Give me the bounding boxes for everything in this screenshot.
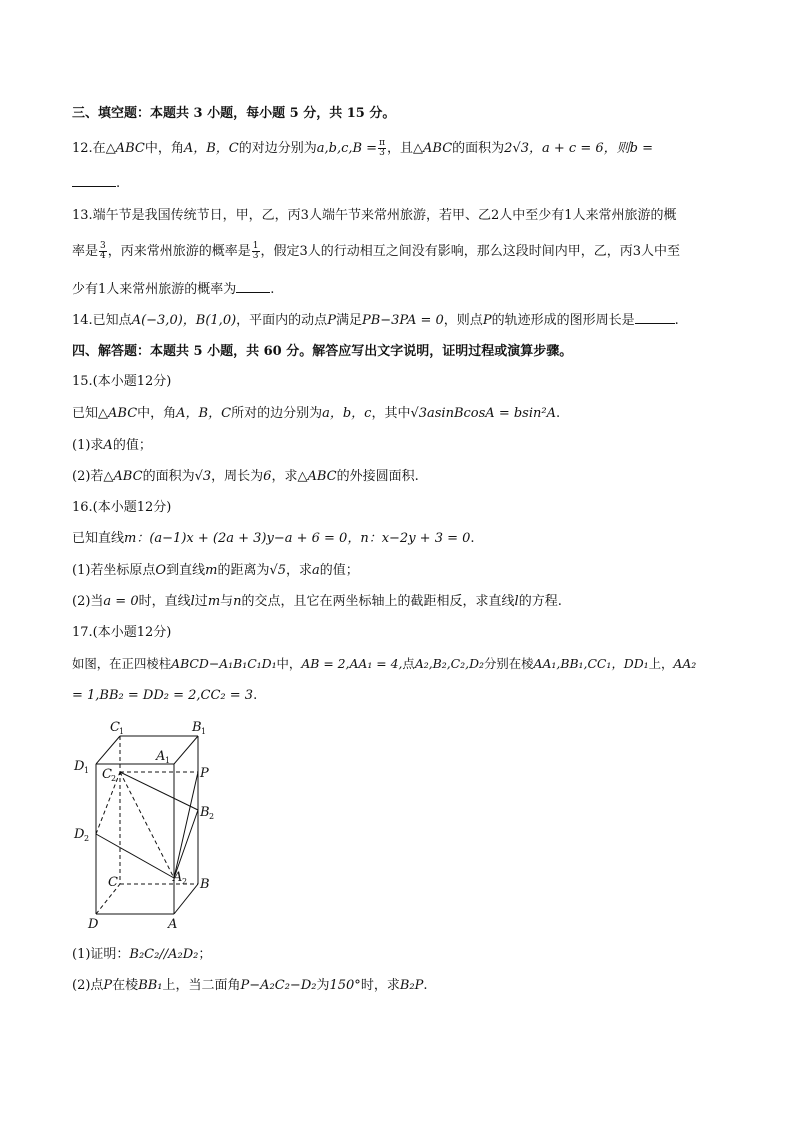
q17-text: 分别在棱 <box>483 656 534 671</box>
sub: 1 <box>165 756 171 765</box>
label-a1: A <box>156 749 166 764</box>
q12-triangle: △ABC <box>413 141 453 156</box>
label-c1: C <box>110 720 120 735</box>
q14-equation: PB−3PA = 0 <box>361 313 444 328</box>
q17-text: . <box>423 978 428 993</box>
q15-text: 的面积为 <box>142 469 195 484</box>
q14-text: ，平面内的动点 <box>236 313 328 328</box>
q17-edges: AA₁,BB₁,CC₁，DD₁ <box>533 656 649 671</box>
q12-end: . <box>116 176 121 191</box>
q13-line2 <box>72 242 680 262</box>
q15-triangle: △ABC <box>103 469 143 484</box>
q15-text: 所对的边分别为 <box>231 406 323 421</box>
q15-area: √3 <box>194 469 212 484</box>
q17-prism: ABCD−A₁B₁C₁D₁ <box>171 656 277 671</box>
q15-text: . <box>555 406 561 421</box>
q13-text: ，丙来常州旅游的概率是 <box>107 244 251 259</box>
edge-d1c1 <box>96 736 120 764</box>
q16-distance: √5 <box>269 563 287 578</box>
label-c2: C <box>102 767 112 782</box>
label-b: B <box>200 877 210 892</box>
q12-fraction <box>378 139 386 158</box>
label-p: P <box>200 766 209 781</box>
q15-stem <box>72 404 560 424</box>
q13-f1-top: 3 <box>100 241 106 251</box>
q17-text: 如图，在正四棱柱 <box>72 656 172 671</box>
q13-end: . <box>270 282 275 297</box>
q13-line1: 13.端午节是我国传统节日，甲，乙，丙3人端午节来常州旅游，若甲、乙2人中至少有1人来常州旅游的概 <box>72 208 677 223</box>
prism-figure <box>72 714 232 932</box>
q17-text: (2)点 <box>72 978 104 993</box>
q14-text: 14.已知点 <box>72 313 132 328</box>
q16-stem <box>72 529 475 549</box>
q15-text: ，求 <box>271 469 298 484</box>
sub: 2 <box>84 834 90 843</box>
q17-text: 中， <box>276 656 302 671</box>
label-d: D <box>88 917 99 932</box>
q13-f1-bot: 4 <box>100 251 106 261</box>
q17-text: 上，当二面角 <box>162 978 241 993</box>
q12-text: 的对边分别为 <box>238 141 317 156</box>
q14-text: 满足 <box>335 313 362 328</box>
q15-text: ，周长为 <box>211 469 264 484</box>
q13-f2-top: 1 <box>252 241 259 251</box>
q14-p: P <box>482 313 492 328</box>
q13-fraction-1 <box>99 242 107 261</box>
q17-text: 在棱 <box>112 978 139 993</box>
q15-text: ，其中 <box>371 406 411 421</box>
q13-fraction-2 <box>252 242 260 261</box>
q16-head: 16.(本小题12分) <box>72 500 172 515</box>
q14-points: A(−3,0)，B(1,0) <box>131 313 237 328</box>
q12-text: 12.在 <box>72 141 106 156</box>
q15-text: 的值； <box>112 438 152 453</box>
line-pa2 <box>174 772 198 878</box>
q15-triangle: △ABC <box>297 469 337 484</box>
q15-sides: a，b，c <box>322 406 372 421</box>
q16-text: (2)当 <box>72 594 104 609</box>
q17-part1 <box>72 945 211 965</box>
sub: 2 <box>209 812 215 821</box>
q16-text: 与 <box>220 594 234 609</box>
section4-heading: 四、解答题：本题共 5 小题，共 60 分。解答应写出文字说明，证明过程或演算步骤。 <box>72 344 573 359</box>
q17-segment: AA₂ <box>673 656 697 671</box>
q15-triangle: △ABC <box>98 406 138 421</box>
edge-ab <box>174 884 198 914</box>
q16-var: l <box>190 594 195 609</box>
q16-cond: a = 0 <box>103 594 139 609</box>
q16-var: m <box>207 594 221 609</box>
q17-angle: 150° <box>329 978 361 993</box>
q16-text: . <box>470 531 475 546</box>
q16-text: 的值； <box>319 563 359 578</box>
q17-text: 为 <box>316 978 330 993</box>
q12-condition: 2√3，a + c = 6，则 <box>504 141 630 156</box>
q16-var: m <box>205 563 218 578</box>
q17-part2 <box>72 976 427 996</box>
edge-a1b1 <box>174 736 198 764</box>
q13-answer-blank[interactable] <box>236 280 270 293</box>
q17-edge: BB₁ <box>138 978 163 993</box>
sub: 1 <box>84 766 90 775</box>
q17-text: . <box>253 688 258 703</box>
q16-text: 到直线 <box>166 563 206 578</box>
q12-frac-bot: 3 <box>379 148 385 158</box>
line-b2a2 <box>174 810 198 878</box>
sub: 2 <box>111 774 117 783</box>
q16-text: 过 <box>194 594 208 609</box>
q16-text: ，求 <box>286 563 313 578</box>
q17-segment: B₂P <box>399 978 424 993</box>
q12-triangle: △ABC <box>105 141 145 156</box>
q17-stem-line2 <box>72 686 257 706</box>
q12-angles: A，B，C <box>183 141 239 156</box>
q13-f2-bot: 3 <box>252 251 259 261</box>
q17-stem-line1 <box>72 654 696 674</box>
q16-lines: m：(a−1)x + (2a + 3)y−a + 6 = 0，n：x−2y + 3 = 0 <box>124 531 471 546</box>
q16-part1 <box>72 561 359 581</box>
sub: 2 <box>182 877 188 886</box>
q16-text: 的距离为 <box>217 563 270 578</box>
q12-text: 的面积为 <box>452 141 505 156</box>
sub: 1 <box>201 727 207 736</box>
q17-text: ； <box>198 947 212 962</box>
q17-head: 17.(本小题12分) <box>72 625 172 640</box>
q16-text: 的交点，且它在两坐标轴上的截距相反，求直线 <box>241 594 515 609</box>
q15-text: 中，角 <box>137 406 177 421</box>
q15-text: (1)求 <box>72 438 104 453</box>
q15-part2 <box>72 467 419 487</box>
q13-text: 率是 <box>72 244 99 259</box>
label-b2: B <box>200 805 210 820</box>
q16-text: 已知直线 <box>72 531 125 546</box>
q12-text: 中，角 <box>144 141 184 156</box>
q17-text: 点 <box>402 656 415 671</box>
q15-angles: A，B，C <box>176 406 232 421</box>
q17-parallel: B₂C₂//A₂D₂ <box>129 947 199 962</box>
q16-var: O <box>155 563 167 578</box>
q17-dihedral: P−A₂C₂−D₂ <box>240 978 317 993</box>
q12-answer-blank[interactable] <box>72 174 116 187</box>
q14-answer-blank[interactable] <box>635 311 675 324</box>
q13-text: ，假定3人的行动相互之间没有影响，那么这段时间内甲，乙，丙3人中至 <box>260 244 681 259</box>
q17-text: 时，求 <box>360 978 400 993</box>
q15-text: 的外接圆面积. <box>336 469 419 484</box>
q15-perimeter: 6 <box>263 469 272 484</box>
sub: 1 <box>119 727 125 736</box>
q16-var: n <box>233 594 242 609</box>
q14-text: 的轨迹形成的图形周长是 <box>491 313 635 328</box>
q17-text: 上， <box>648 656 674 671</box>
q15-equation: √3asinBcosA = bsin²A <box>410 406 556 421</box>
label-a2: A <box>173 870 183 885</box>
q17-var: P <box>103 978 113 993</box>
q16-text: 时，直线 <box>138 594 191 609</box>
q12-line1 <box>72 139 653 159</box>
q16-var: a <box>312 563 320 578</box>
q12-text: ，且 <box>387 141 414 156</box>
q16-text: (1)若坐标原点 <box>72 563 156 578</box>
q15-text: 已知 <box>72 406 99 421</box>
q16-part2 <box>72 592 562 612</box>
q12-ask: b = <box>629 141 653 156</box>
q17-lengths: AB = 2,AA₁ = 4, <box>301 656 403 671</box>
section3-heading: 三、填空题：本题共 3 小题，每小题 5 分，共 15 分。 <box>72 106 396 121</box>
line-c2b2 <box>120 772 198 810</box>
q14-end: . <box>674 313 679 328</box>
line-c2a2 <box>120 772 174 878</box>
q17-text: (1)证明： <box>72 947 130 962</box>
q17-points: A₂,B₂,C₂,D₂ <box>414 656 484 671</box>
label-b1: B <box>192 720 202 735</box>
q15-text: (2)若 <box>72 469 104 484</box>
q13-text: 少有1人来常州旅游的概率为 <box>72 282 237 297</box>
q17-lengths: = 1,BB₂ = DD₂ = 2,CC₂ = 3 <box>72 688 254 703</box>
q12-line2 <box>72 174 120 194</box>
q15-part1 <box>72 436 152 456</box>
q14-p: P <box>327 313 336 328</box>
label-d2: D <box>74 827 85 842</box>
label-a: A <box>168 917 178 932</box>
q15-head: 15.(本小题12分) <box>72 374 172 389</box>
q12-sides: a,b,c,B = <box>316 141 378 156</box>
q16-text: 的方程. <box>518 594 562 609</box>
q12-frac-top: π <box>379 138 385 148</box>
label-d1: D <box>74 759 85 774</box>
q15-var: A <box>103 438 113 453</box>
q14-text: ，则点 <box>443 313 483 328</box>
q14-line <box>72 311 679 331</box>
q13-line3 <box>72 280 274 300</box>
q16-var: l <box>514 594 519 609</box>
label-c: C <box>108 875 118 890</box>
